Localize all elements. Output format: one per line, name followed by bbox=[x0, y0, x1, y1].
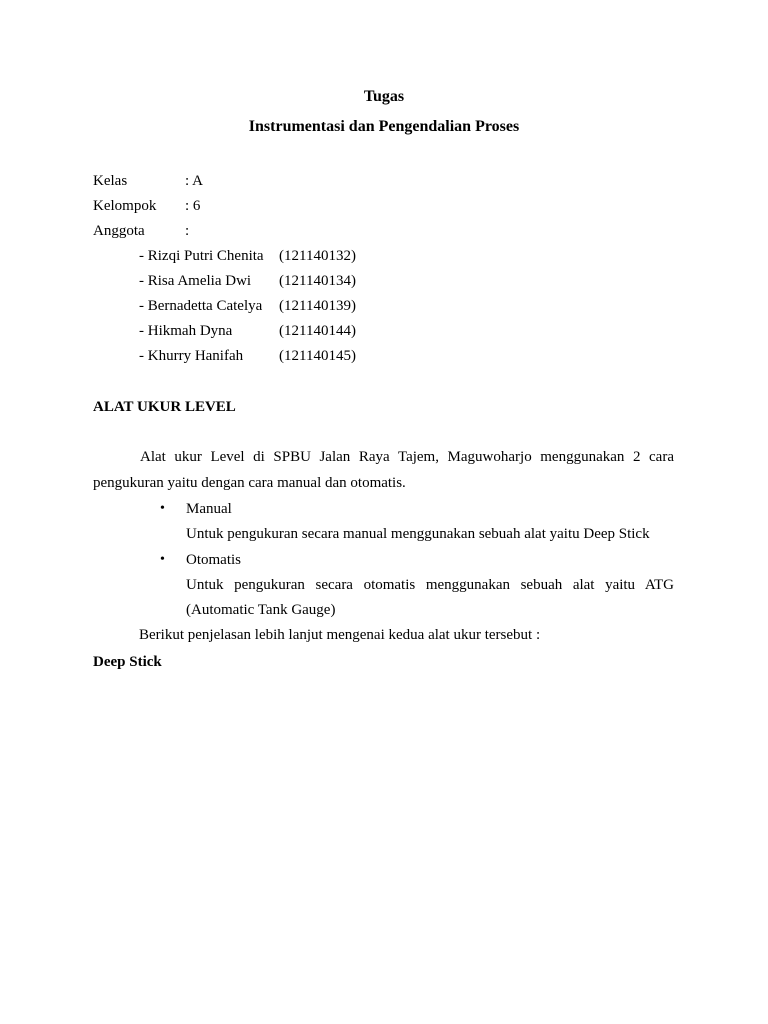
closing-sentence: Berikut penjelasan lebih lanjut mengenai kedua alat ukur tersebut : bbox=[139, 627, 541, 643]
bullet-icon: • bbox=[160, 501, 165, 516]
member-name: - Rizqi Putri Chenita bbox=[139, 248, 264, 264]
bullet-title: Manual bbox=[186, 501, 232, 517]
member-id: (121140139) bbox=[279, 298, 356, 314]
member-id: (121140132) bbox=[279, 248, 356, 264]
bullet-description: Untuk pengukuran secara otomatis menggunakan sebuah alat yaitu ATG bbox=[186, 577, 674, 593]
subsection-heading: Deep Stick bbox=[93, 654, 162, 670]
anggota-label: Anggota bbox=[93, 223, 145, 239]
kelompok-label: Kelompok bbox=[93, 198, 157, 214]
kelas-label: Kelas bbox=[93, 173, 128, 189]
member-id: (121140144) bbox=[279, 323, 356, 339]
kelompok-value: : 6 bbox=[185, 198, 201, 214]
kelas-value: : A bbox=[185, 173, 203, 189]
bullet-icon: • bbox=[160, 552, 165, 567]
document-title: Tugas bbox=[363, 88, 405, 105]
paragraph-line: Alat ukur Level di SPBU Jalan Raya Tajem, Maguwoharjo menggunakan 2 cara bbox=[140, 449, 674, 465]
bullet-description: (Automatic Tank Gauge) bbox=[186, 602, 336, 618]
member-id: (121140145) bbox=[279, 348, 356, 364]
member-name: - Risa Amelia Dwi bbox=[139, 273, 252, 289]
member-id: (121140134) bbox=[279, 273, 356, 289]
member-name: - Bernadetta Catelya bbox=[139, 298, 263, 314]
bullet-title: Otomatis bbox=[186, 552, 241, 568]
member-name: - Khurry Hanifah bbox=[139, 348, 244, 364]
member-name: - Hikmah Dyna bbox=[139, 323, 233, 339]
anggota-value: : bbox=[185, 223, 190, 239]
bullet-description: Untuk pengukuran secara manual menggunakan sebuah alat yaitu Deep Stick bbox=[186, 526, 650, 542]
section-heading: ALAT UKUR LEVEL bbox=[93, 399, 236, 415]
document-subtitle: Instrumentasi dan Pengendalian Proses bbox=[248, 118, 520, 135]
paragraph-line: pengukuran yaitu dengan cara manual dan otomatis. bbox=[93, 475, 406, 491]
